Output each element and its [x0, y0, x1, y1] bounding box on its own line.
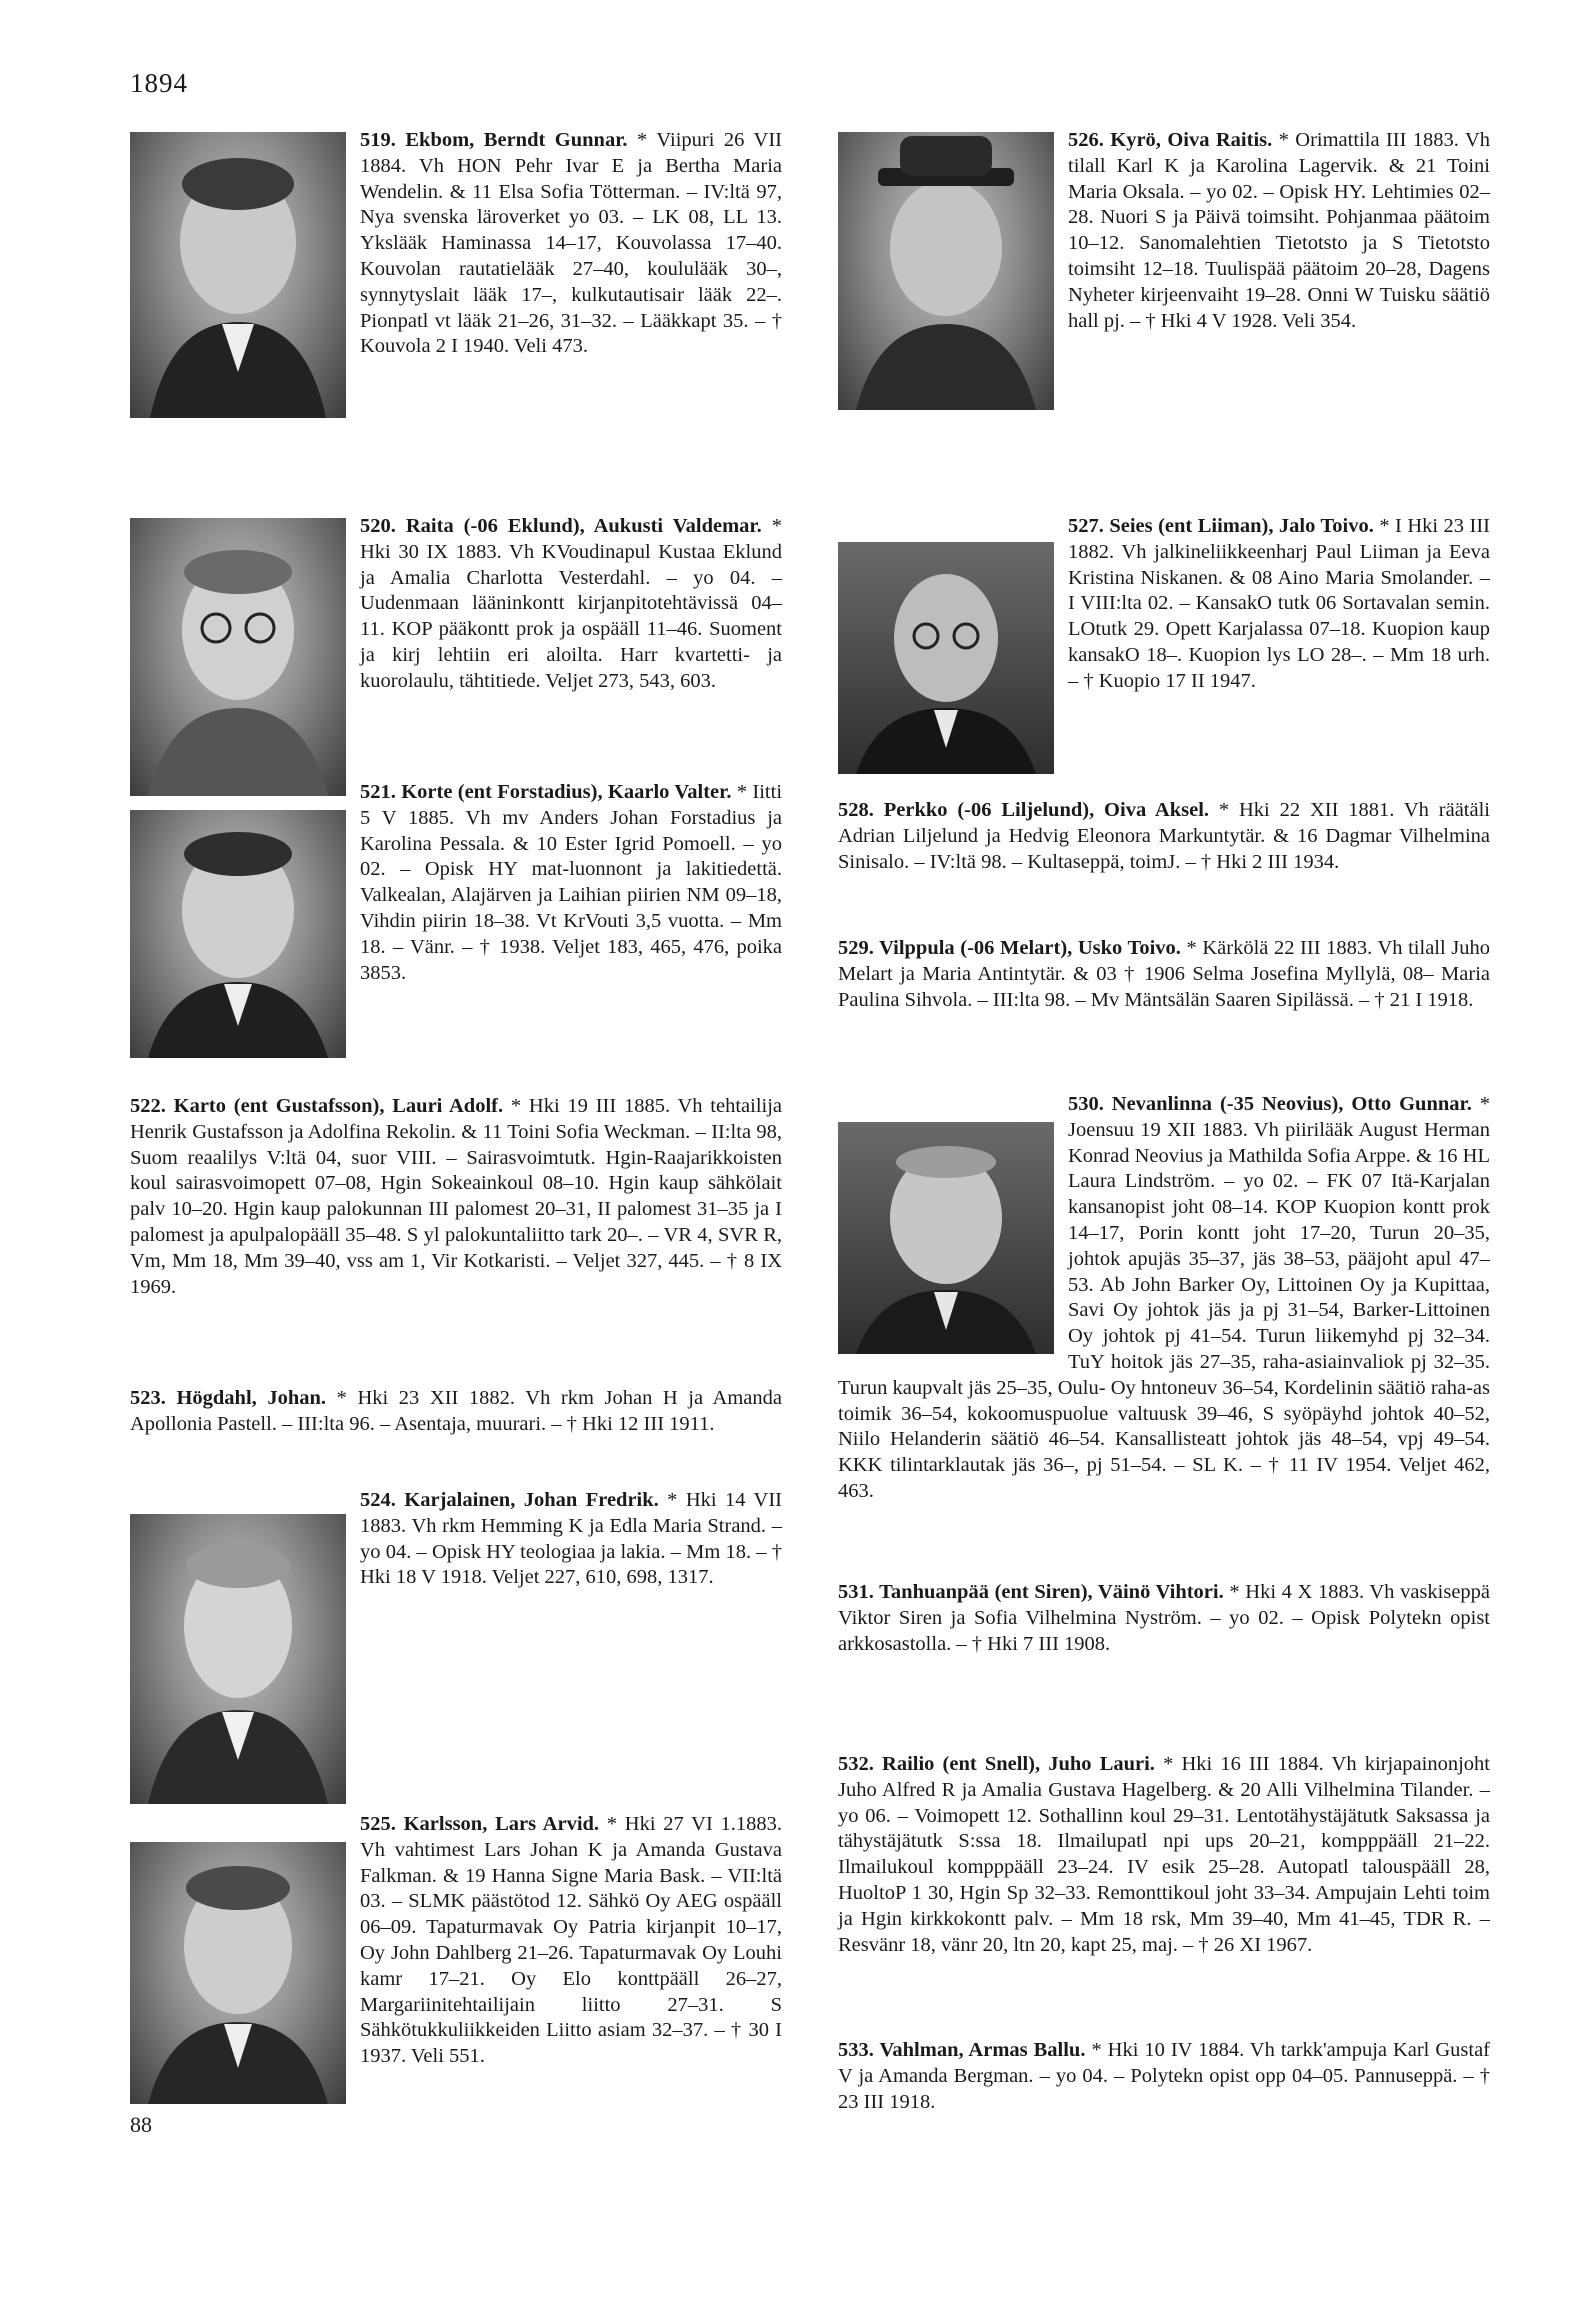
entry-523 [130, 1386, 782, 1438]
portrait-photo [838, 1122, 1054, 1354]
entry-text: * Joensuu 19 XII 1883. Vh piirilääk August Herman Konrad Neovius ja Mathilda Sofia Arppe. & 16 HL Laura Lindström. – yo 02. – FK 07 Itä-Karjalan kansanopist joht 08–14. KOP Kuopion kontt prok 14–17, Porin kontt joht 17–20, Turun 20–35, johtok apujäs 35–37, jäs 38–53, pääjoht apul 47–53. Ab John Barker Oy, Littoinen Oy ja Kupittaa, Savi Oy johtok jäs ja pj 31–54, Barker-Littoinen Oy johtok pj 41–54. Turun liikemyhd pj 32–34. TuY hoitok jäs 27–35, raha-asiainvaliok pj 32–35. Turun kaupvalt jäs 25–35, Oulu- Oy hntoneuv 36–54, Kordelinin säätiö raha-as toimik 36–54, kokoomuspuolue valtuusk 39–46, S syöpäyhd johtok 40–52, Niilo Helanderin säätiö 46–54. Kansallisteatt johtok jäs 48–54, vpj 49–54. KKK tilintarklautak jäs 36–, pj 51–54. – SL K. – † 11 IV 1954. Veljet 462, 463. [838, 1093, 1491, 1502]
entry-heading: 522. Karto (ent Gustafsson), Lauri Adolf. [130, 1095, 504, 1117]
portrait-photo [130, 132, 346, 418]
entry-526 [838, 128, 1490, 416]
entry-528 [838, 798, 1490, 875]
entry-heading: 523. Högdahl, Johan. [130, 1387, 327, 1409]
entry-heading: 524. Karjalainen, Johan Fredrik. [360, 1489, 659, 1511]
entry-text: * Hki 27 VI 1.1883. Vh vahtimest Lars Johan K ja Amanda Gustava Falkman. & 19 Hanna Signe Maria Bask. – VII:ltä 03. – SLMK päästötod 12. Sähkö Oy AEG ospääll 06–09. Tapaturmavak Oy Patria kirjanpit 10–17, Oy John Dahlberg 21–26. Tapaturmavak Oy Louhi kamr 17–21. Oy Elo konttpääll 26–27, Margariinitehtailijain liitto 27–31. S Sähkötukkuliikkeiden Liitto asiam 32–37. – † 30 I 1937. Veli 551. [360, 1813, 783, 2068]
entry-heading: 530. Nevanlinna (-35 Neovius), Otto Gunnar. [1068, 1093, 1472, 1115]
portrait-photo [838, 542, 1054, 774]
entry-text: * Hki 23 XII 1882. Vh rkm Johan H ja Amanda Apollonia Pastell. – III:lta 96. – Asentaja, muurari. – † Hki 12 III 1911. [130, 1387, 783, 1435]
entry-heading: 526. Kyrö, Oiva Raitis. [1068, 129, 1273, 151]
entry-text: * Hki 10 IV 1884. Vh tarkk'ampuja Karl Gustaf V ja Amanda Bergman. – yo 04. – Polytekn opist opp 04–05. Pannuseppä. – † 23 III 1918. [838, 2039, 1491, 2113]
entry-text: * Hki 16 III 1884. Vh kirjapainonjoht Juho Alfred R ja Amalia Gustava Hagelberg. & 20 Alli Vilhelmina Tilander. – yo 06. – Voimopett 12. Sothallinn koul 29–31. Lentotähystäjätutk Saksassa ja tähystäjätutk S:ssa 18. Ilmailupatl npi ups 20–21, kompppääll 21–22. Ilmailukoul kompppääll 23–24. IV esik 25–28. Autopatl talouspääll 28, HuoltoP 1 30, Hgin Sp 32–33. Remonttikoul joht 33–34. Ampujain Lehti toim ja Hgin kirkkokontt palv. – Mm 18 rsk, Mm 39–40, Mm 41–45, TDR R. – Resvänr 18, vänr 20, ltn 20, kapt 25, maj. – † 26 XI 1967. [838, 1753, 1490, 1956]
entry-519 [130, 128, 782, 424]
entry-524 [130, 1488, 782, 1810]
entry-heading: 529. Vilppula (-06 Melart), Usko Toivo. [838, 937, 1181, 959]
entry-heading: 531. Tanhuanpää (ent Siren), Väinö Vihtori. [838, 1581, 1224, 1603]
entry-text: * Hki 22 XII 1881. Vh räätäli Adrian Liljelund ja Hedvig Eleonora Markuntytär. & 16 Dagmar Vilhelmina Sinisalo. – IV:ltä 98. – Kultaseppä, toimJ. – † Hki 2 III 1934. [838, 799, 1490, 873]
portrait-photo [838, 132, 1054, 410]
entry-522 [130, 1094, 782, 1300]
entry-text: * Hki 4 X 1883. Vh vaskiseppä Viktor Siren ja Sofia Vilhelmina Nyström. – yo 02. – Opisk Polytekn opist arkkosastolla. – † Hki 7 III 1908. [838, 1581, 1491, 1655]
entry-text: * Hki 14 VII 1883. Vh rkm Hemming K ja Edla Maria Strand. – yo 04. – Opisk HY teologiaa ja lakia. – Mm 18. – † Hki 18 V 1918. Veljet 227, 610, 698, 1317. [360, 1489, 782, 1589]
entry-heading: 525. Karlsson, Lars Arvid. [360, 1813, 600, 1835]
entry-text: * Hki 30 IX 1883. Vh KVoudinapul Kustaa Eklund ja Amalia Charlotta Vesterdahl. – yo 04. – Uudenmaan lääninkontt kirjanpitotehtävissä 04–11. KOP pääkontt prok ja ospääll 11–46. Suoment ja kirj lehtiin eri aloilta. Harr kvartetti- ja kuorolaulu, tähtitiede. Veljet 273, 543, 603. [360, 515, 783, 692]
entry-532 [838, 1752, 1490, 1958]
portrait-photo [130, 810, 346, 1058]
entry-heading: 520. Raita (-06 Eklund), Aukusti Valdemar. [360, 515, 762, 537]
entry-525 [130, 1812, 782, 2110]
entry-heading: 528. Perkko (-06 Liljelund), Oiva Aksel. [838, 799, 1210, 821]
entry-text: * Orimattila III 1883. Vh tilall Karl K ja Karolina Lagervik. & 21 Toini Maria Oksala. – yo 02. – Opisk HY. Lehtimies 02–28. Nuori S ja Päivä toimsiht. Pohjanmaa päätoim 10–12. Sanomalehtien Tietotsto ja S Tietotsto toimsiht 12–18. Tuulispää päätoim 20–28, Dagens Nyheter kirjeenvaiht 19–28. Onni W Tuisku säätiö hall pj. – † Hki 4 V 1928. Veli 354. [1068, 129, 1491, 332]
entry-533 [838, 2038, 1490, 2115]
entry-text: * I Hki 23 III 1882. Vh jalkineliikkeenharj Paul Liiman ja Eeva Kristina Niskanen. & 08 Aino Maria Smolander. – I VIII:lta 02. – KansakO tutk 06 Sortavalan semin. LOtutk 29. Opett Karjalassa 07–18. Kuopion kaup kansakO 18–. Kuopion lys LO 28–. – Mm 18 urh. – † Kuopio 17 II 1947. [1068, 515, 1491, 692]
entry-530 [838, 1092, 1490, 1505]
entry-529 [838, 936, 1490, 1013]
entry-heading: 519. Ekbom, Berndt Gunnar. [360, 129, 628, 151]
entry-text: * Iitti 5 V 1885. Vh mv Anders Johan Forstadius ja Karolina Pessala. & 10 Ester Igrid Pomoell. – yo 02. – Opisk HY mat-luonnont ja lakitiedettä. Valkealan, Alajärven ja Laihian piirien NM 09–18, Vihdin piirin 18–38. Vt KrVouti 3,5 vuotta. – Mm 18. – Vänr. – † 1938. Veljet 183, 465, 476, poika 3853. [360, 781, 783, 984]
entry-heading: 521. Korte (ent Forstadius), Kaarlo Valter. [360, 781, 732, 803]
entry-527 [838, 514, 1490, 780]
page-number: 88 [130, 2112, 152, 2137]
entry-heading: 532. Railio (ent Snell), Juho Lauri. [838, 1753, 1155, 1775]
portrait-photo [130, 1514, 346, 1804]
portrait-photo [130, 1842, 346, 2104]
entry-520 [130, 514, 782, 802]
entry-521 [130, 780, 782, 1064]
entry-text: * Kärkölä 22 III 1883. Vh tilall Juho Melart ja Maria Antintytär. & 03 † 1906 Selma Josefina Myllylä, 08– Maria Paulina Sihvola. – III:lta 98. – Mv Mäntsälän Saaren Sipilässä. – † 21 I 1918. [838, 937, 1491, 1011]
entry-531 [838, 1580, 1490, 1657]
entry-heading: 527. Seies (ent Liiman), Jalo Toivo. [1068, 515, 1374, 537]
page-year: 1894 [130, 68, 188, 98]
entry-heading: 533. Vahlman, Armas Ballu. [838, 2039, 1086, 2061]
entry-text: * Hki 19 III 1885. Vh tehtailija Henrik Gustafsson ja Adolfina Rekolin. & 11 Toini Sofia Weckman. – II:lta 98, Suom reaalilys V:ltä 04, suor VIII. – Sairasvoimtutk. Hgin-Raajarikkoisten koul sairasvoimopett 07–08, Hgin Sokeainkoul 08–10. Hgin kaup sähkölait palv 10–20. Hgin kaup palokunnan III palomest 20–31, II palomest 31–35 ja I palomest ja apulpalopääll 35–48. S yl palokuntaliitto tark 20–. – VR 4, SVR R, Vm, Mm 18, Mm 39–40, vss am 1, Vir Kotkaristi. – Veljet 327, 445. – † 8 IX 1969. [130, 1095, 783, 1298]
entry-text: * Viipuri 26 VII 1884. Vh HON Pehr Ivar E ja Bertha Maria Wendelin. & 11 Elsa Sofia Tötterman. – IV:ltä 97, Nya svenska läroverket yo 03. – LK 08, LL 13. Ykslääk Haminassa 14–17, Kouvolassa 17–40. Kouvolan rautatielääk 27–40, koululääk 30–, synnytyslait lääk 17–, kulkutautisair lääk 22–. Pionpatl vt lääk 21–26, 31–32. – Lääkkapt 35. – † Kouvola 2 I 1940. Veli 473. [360, 129, 782, 358]
portrait-photo [130, 518, 346, 796]
